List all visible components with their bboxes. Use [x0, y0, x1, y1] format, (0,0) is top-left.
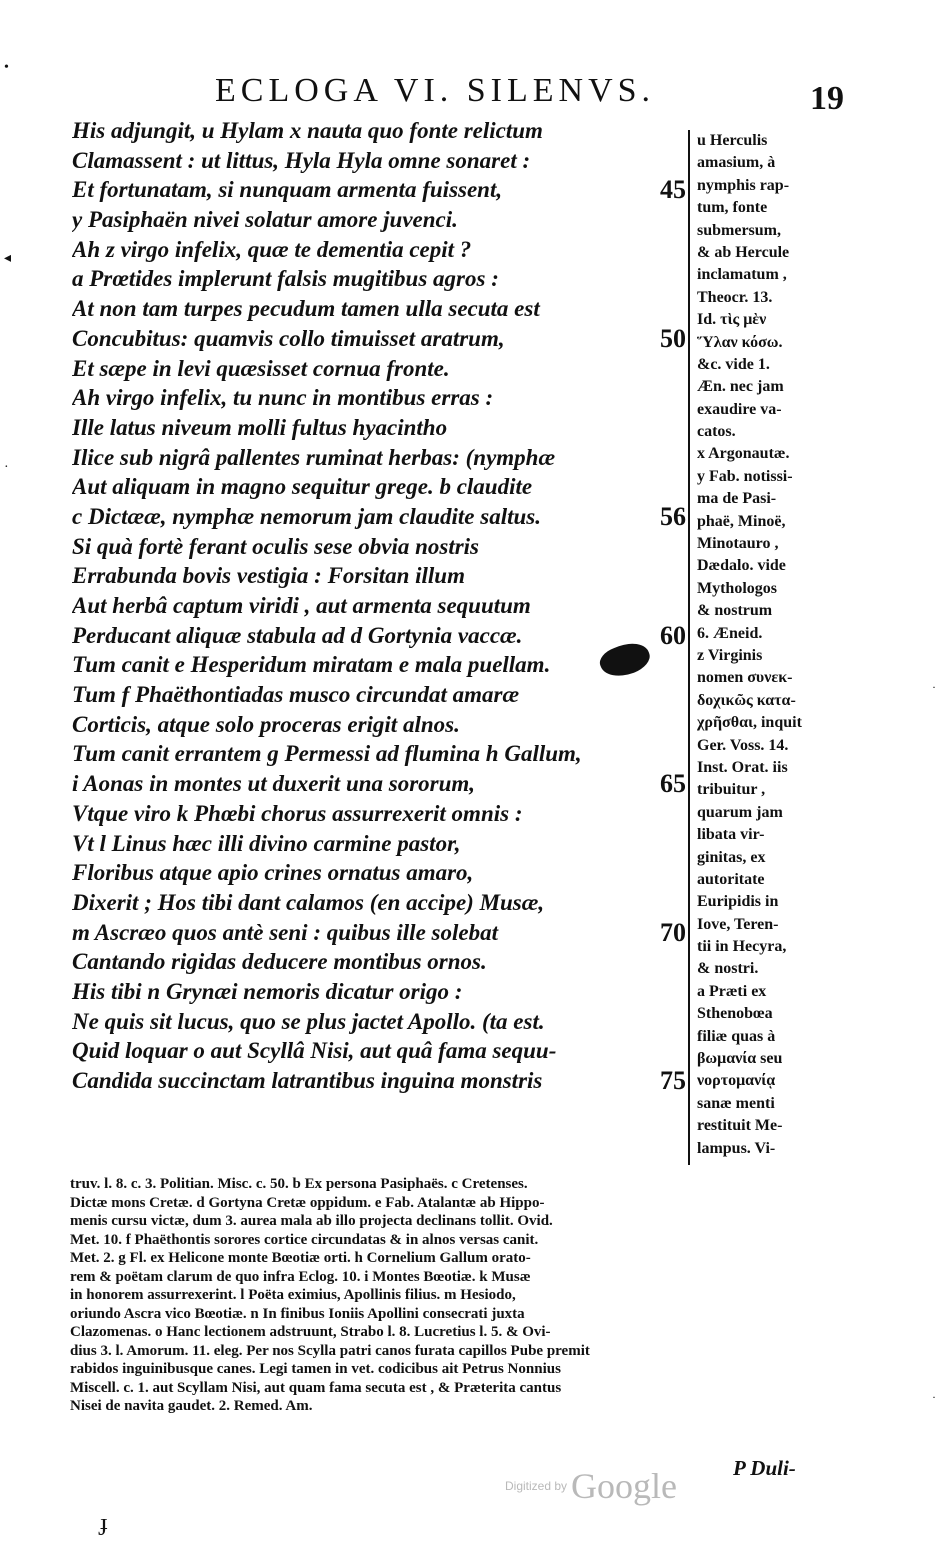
verse-text: Cantando rigidas deducere montibus ornos. [72, 949, 487, 975]
line-number: 60 [660, 620, 686, 650]
page-speck: · [932, 1390, 936, 1404]
verse-line [72, 1036, 692, 1066]
verse-text: a Prœtides implerunt falsis mugitibus agros : [72, 266, 499, 292]
verse-text: Candida succinctam latrantibus inguina monstris [72, 1068, 543, 1093]
footnote-line: Met. 2. g Fl. ex Helicone monte Bœotiæ orti. h Cornelium Gallum orato- [70, 1250, 531, 1266]
verse-text: Tum f Phaëthontiadas musco circundat amaræ [72, 682, 520, 708]
verse-text: Perducant aliquæ stabula ad d Gortynia vaccæ. [72, 622, 523, 648]
verse-line [72, 591, 692, 621]
verse-text: Ah virgo infelix, tu nunc in montibus erras : [72, 385, 494, 411]
marginal-note-line: libata vir- [697, 826, 765, 844]
marginal-note-line: autoritate [697, 870, 765, 888]
footnote-line: Dictæ mons Cretæ. d Gortyna Cretæ oppidum. e Fab. Atalantæ ab Hippo- [70, 1194, 545, 1211]
page-speck: · [932, 680, 936, 694]
marginal-note-line: Id. τὶς μὲν [697, 311, 767, 329]
marginal-note-line: z Virginis [697, 646, 763, 664]
verse-line [72, 205, 692, 235]
marginal-note-line: catos. [697, 423, 736, 441]
footnote-line: in honorem assurrexerint. l Poëta eximius, Apollinis filius. m Hesiodo, [70, 1287, 516, 1303]
marginal-note-line: filiæ quas à [697, 1027, 776, 1045]
marginal-note-line: Euripidis in [697, 893, 779, 911]
page-speck: ɟ [100, 1510, 108, 1536]
poem-text [72, 116, 692, 1096]
running-title: ECLOGA VI. SILENVS. [215, 72, 656, 109]
footnote-line: truv. l. 8. c. 3. Politian. Misc. c. 50. b Ex persona Pasiphaës. c Cretenses. [70, 1176, 528, 1192]
page-number: 19 [810, 80, 844, 117]
verse-line [72, 680, 692, 710]
marginal-note-line: δοχικῶς κατα- [697, 691, 796, 709]
verse-text: His tibi n Grynæi nemoris dicatur origo : [72, 978, 463, 1004]
verse-text: Si quà fortè ferant oculis sese obvia nostris [72, 533, 480, 559]
footnote-line: oriundo Ascra vico Bœotiæ. n In finibus Ioniis Apollini consecrati juxta [70, 1305, 525, 1322]
marginal-note-line: tii in Hecyra, [697, 938, 787, 956]
marginal-note-line: sanæ menti [697, 1094, 775, 1112]
marginal-note-line: u Herculis [697, 132, 768, 149]
line-number: 65 [660, 769, 686, 799]
marginal-note-line: νορτομανίᾳ [697, 1072, 776, 1090]
marginal-note-line: Theocr. 13. [697, 288, 773, 306]
verse-line [72, 739, 692, 769]
line-number: 56 [660, 501, 686, 531]
verse-line [72, 858, 692, 888]
marginal-note-line: tribuitur , [697, 781, 766, 799]
verse-text: His adjungit, u Hylam x nauta quo fonte relictum [72, 118, 543, 143]
verse-line [72, 947, 692, 977]
footnote-line: Clazomenas. o Hanc lectionem adstruunt, Strabo l. 8. Lucretius l. 5. & Ovi- [70, 1324, 551, 1340]
verse-line [72, 264, 692, 294]
verse-line [72, 561, 692, 591]
verse-text: Et fortunatam, si nunquam armenta fuissent, [72, 177, 503, 203]
marginal-note-line: amasium, à [697, 154, 776, 172]
verse-line [72, 918, 692, 948]
verse-line [72, 146, 692, 176]
marginal-note [697, 130, 837, 1160]
verse-text: Tum canit e Hesperidum miratam e mala puellam. [72, 652, 551, 678]
verse-line [72, 977, 692, 1007]
verse-text: Ilice sub nigrâ pallentes ruminat herbas: (nymphæ [72, 444, 556, 470]
marginal-note-line: Iove, Teren- [697, 915, 779, 933]
verse-text: Ille latus niveum molli fultus hyacintho [72, 414, 448, 440]
marginal-note-line: lampus. Vi- [697, 1139, 776, 1157]
footnotes [70, 1175, 830, 1416]
verse-text: Floribus atque apio crines ornatus amaro, [72, 860, 474, 886]
footnote-line: menis cursu victæ, dum 3. aurea mala ab illo projecta declinans tollit. Ovid. [70, 1213, 553, 1229]
verse-line [72, 116, 692, 146]
marginal-note-line: Ger. Voss. 14. [697, 736, 789, 754]
marginal-note-line: Ὕλαν κόσω. [697, 333, 783, 351]
verse-line [72, 650, 692, 680]
marginal-note-line: βωμανία seu [697, 1050, 783, 1068]
verse-line [72, 799, 692, 829]
verse-text: i Aonas in montes ut duxerit una sororum, [72, 771, 476, 797]
verse-text: Vtque viro k Phœbi chorus assurrexerit omnis : [72, 800, 523, 826]
line-number: 45 [660, 175, 686, 205]
marginal-note-line: & nostrum [697, 602, 773, 620]
watermark-logo-text: Google [571, 1466, 678, 1506]
verse-line [72, 324, 692, 354]
footnote-line: Miscell. c. 1. aut Scyllam Nisi, aut quam fama secuta est , & Præterita cantus [70, 1379, 562, 1396]
verse-text: Aut herbâ captum viridi , aut armenta sequutum [72, 593, 531, 618]
marginal-note-line: & nostri. [697, 960, 759, 978]
verse-text: Corticis, atque solo proceras erigit alnos. [72, 711, 460, 737]
marginal-note-line: Mythologos [697, 579, 777, 597]
marginal-note-line: Dædalo. vide [697, 557, 786, 575]
marginal-note-line: &c. vide 1. [697, 355, 770, 373]
verse-line [72, 710, 692, 740]
footnote-line: Nisei de navita gaudet. 2. Remed. Am. [70, 1398, 313, 1414]
marginal-note-line: Sthenobœa [697, 1005, 773, 1023]
verse-line [72, 235, 692, 265]
footnote-line: dius 3. l. Amorum. 11. eleg. Per nos Scylla patri canos furata capillos Pube premit [70, 1342, 590, 1359]
verse-text: Ah z virgo infelix, quæ te dementia cepit ? [72, 236, 472, 262]
verse-line [72, 175, 692, 205]
marginal-note-line: submersum, [697, 221, 782, 239]
verse-line [72, 769, 692, 799]
verse-line [72, 532, 692, 562]
verse-text: Aut aliquam in magno sequitur grege. b claudite [72, 474, 533, 500]
page-speck: • [4, 60, 9, 75]
marginal-note-line: tum, fonte [697, 199, 768, 217]
marginal-note-line: ma de Pasi- [697, 490, 777, 508]
marginal-note-line: quarum jam [697, 803, 783, 821]
verse-line [72, 443, 692, 473]
verse-line [72, 1066, 692, 1096]
page-speck: ◂ [4, 251, 12, 266]
verse-text: Tum canit errantem g Permessi ad flumina h Gallum, [72, 741, 582, 767]
verse-line [72, 354, 692, 384]
marginal-note-line: x Argonautæ. [697, 445, 790, 463]
verse-text: Clamassent : ut littus, Hyla Hyla omne sonaret : [72, 147, 531, 173]
verse-text: c Dictææ, nymphæ nemorum jam claudite saltus. [72, 503, 541, 529]
marginal-note-line: 6. Æneid. [697, 624, 763, 642]
verse-text: m Ascræo quos antè seni : quibus ille solebat [72, 919, 498, 945]
verse-line [72, 1007, 692, 1037]
line-number: 70 [660, 917, 686, 947]
verse-text: Ne quis sit lucus, quo se plus jactet Apollo. (ta est. [72, 1008, 545, 1034]
verse-line [72, 413, 692, 443]
verse-line [72, 888, 692, 918]
verse-line [72, 621, 692, 651]
marginal-note-line: Inst. Orat. iis [697, 758, 788, 776]
verse-line [72, 829, 692, 859]
verse-text: Quid loquar o aut Scyllâ Nisi, aut quâ fama sequu- [72, 1038, 557, 1064]
page-speck: · [4, 460, 9, 475]
verse-text: Concubitus: quamvis collo timuisset aratrum, [72, 325, 505, 351]
marginal-note-line: y Fab. notissi- [697, 467, 793, 485]
digitized-watermark [505, 1465, 677, 1507]
marginal-note-line: Minotauro , [697, 535, 779, 553]
verse-line [72, 383, 692, 413]
line-number: 75 [660, 1066, 686, 1095]
marginal-note-line: restituit Me- [697, 1117, 783, 1135]
marginal-note-line: χρῆσθαι, inquit [697, 714, 802, 732]
marginal-note-line: inclamatum , [697, 266, 787, 284]
marginal-note-line: exaudire va- [697, 400, 782, 418]
marginal-note-line: & ab Hercule [697, 243, 790, 261]
verse-text: At non tam turpes pecudum tamen ulla secuta est [72, 296, 540, 322]
marginal-note-line: ginitas, ex [697, 848, 766, 866]
footnote-line: Met. 10. f Phaëthontis sorores cortice circundatas & in alnos versas canit. [70, 1231, 539, 1248]
verse-text: Dixerit ; Hos tibi dant calamos (en accipe) Musæ, [72, 889, 545, 915]
verse-text: Errabunda bovis vestigia : Forsitan illum [72, 563, 465, 589]
verse-line [72, 472, 692, 502]
marginal-note-line: nymphis rap- [697, 176, 790, 194]
footnote-line: rabidos inguinibusque canes. Legi tamen in vet. codicibus ait Petrus Nonnius [70, 1361, 561, 1377]
marginal-note-line: nomen συνεκ- [697, 669, 793, 687]
footnote-line: rem & poëtam clarum de quo infra Eclog. 10. i Montes Bœotiæ. k Musæ [70, 1268, 531, 1285]
verse-text: Et sæpe in levi quæsisset cornua fronte. [72, 355, 450, 381]
verse-line [72, 502, 692, 532]
verse-line [72, 294, 692, 324]
verse-text: y Pasiphaën nivei solatur amore juvenci. [72, 207, 458, 233]
marginal-note-line: phaë, Minoë, [697, 512, 786, 530]
catchword: P Duli- [733, 1456, 796, 1480]
column-rule [688, 130, 690, 1165]
line-number: 50 [660, 323, 686, 353]
marginal-note-line: a Præti ex [697, 982, 767, 1000]
marginal-note-line: Æn. nec jam [697, 378, 784, 396]
watermark-small-text: Digitized by [505, 1479, 568, 1493]
verse-text: Vt l Linus hæc illi divino carmine pastor, [72, 830, 461, 856]
